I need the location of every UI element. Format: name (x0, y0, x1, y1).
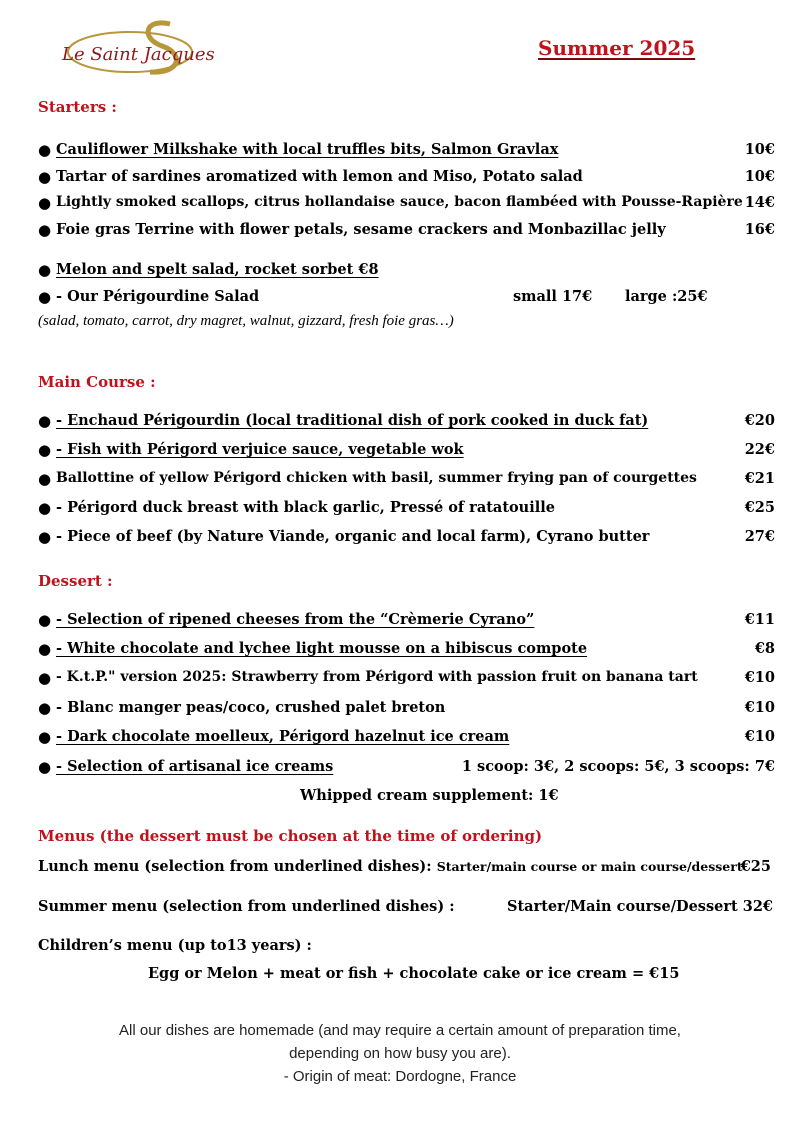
lunch-menu-price: €25 (740, 858, 771, 875)
dessert-item: ● - White chocolate and lychee light mousse on a hibiscus compote €8 (38, 640, 775, 658)
starters-heading: Starters : (38, 98, 117, 116)
summer-menu-label: Summer menu (selection from underlined dishes) : (38, 898, 455, 915)
main-item: ● - Enchaud Périgourdin (local traditional dish of pork cooked in duck fat) €20 (38, 412, 775, 430)
dessert-item: ● - Blanc manger peas/coco, crushed palet breton €10 (38, 699, 775, 717)
salad-description: (salad, tomato, carrot, dry magret, walnut, gizzard, fresh foie gras…) (38, 313, 454, 329)
footer-homemade-note: All our dishes are homemade (and may require a certain amount of preparation time, (119, 1022, 681, 1039)
restaurant-logo (50, 16, 285, 78)
logo-mark-icon (50, 16, 285, 78)
starter-item-perigourdine: ● - Our Périgourdine Salad small 17€ large :25€ (38, 288, 708, 306)
starter-item: ● Cauliflower Milkshake with local truffles bits, Salmon Gravlax 10€ (38, 141, 775, 159)
main-item: ● - Fish with Périgord verjuice sauce, vegetable wok 22€ (38, 441, 775, 459)
starter-item: ● Lightly smoked scallops, citrus hollandaise sauce, bacon flambéed with Pousse-Rapière 14€ (38, 194, 775, 212)
starter-item: ● Tartar of sardines aromatized with lemon and Miso, Potato salad 10€ (38, 168, 775, 186)
lunch-menu-label: Lunch menu (selection from underlined dishes): (38, 858, 432, 875)
dessert-heading: Dessert : (38, 572, 113, 590)
starter-item: ● Foie gras Terrine with flower petals, sesame crackers and Monbazillac jelly 16€ (38, 221, 775, 239)
children-menu-detail: Egg or Melon + meat or fish + chocolate cake or ice cream = €15 (148, 965, 680, 982)
main-item: ● - Piece of beef (by Nature Viande, organic and local farm), Cyrano butter 27€ (38, 528, 775, 546)
dessert-item: ● - K.t.P." version 2025: Strawberry from Périgord with passion fruit on banana tart €10 (38, 669, 775, 687)
lunch-menu (38, 858, 743, 875)
starter-item-melon: ● Melon and spelt salad, rocket sorbet €8 (38, 261, 379, 279)
dessert-item: ● - Selection of ripened cheeses from the “Crèmerie Cyrano” €11 (38, 611, 775, 629)
footer-meat-origin: - Origin of meat: Dordogne, France (283, 1068, 517, 1085)
dessert-item: ● - Selection of artisanal ice creams 1 scoop: 3€, 2 scoops: 5€, 3 scoops: 7€ (38, 758, 775, 776)
main-item: ● Ballottine of yellow Périgord chicken with basil, summer frying pan of courgettes €21 (38, 470, 775, 488)
menus-heading: Menus (the dessert must be chosen at the time of ordering) (38, 827, 543, 845)
footer-busy-note: depending on how busy you are). (289, 1045, 511, 1062)
main-course-heading: Main Course : (38, 373, 156, 391)
svg-text:Le Saint Jacques: Le Saint Jacques (62, 44, 215, 65)
lunch-menu-detail: Starter/main course or main course/dessert (436, 859, 743, 874)
summer-menu-detail: Starter/Main course/Dessert 32€ (507, 898, 773, 915)
dessert-item: ● - Dark chocolate moelleux, Périgord hazelnut ice cream €10 (38, 728, 775, 746)
children-menu-label: Children’s menu (up to13 years) : (38, 937, 312, 954)
whipped-cream-note: Whipped cream supplement: 1€ (300, 787, 559, 804)
main-item: ● - Périgord duck breast with black garlic, Pressé of ratatouille €25 (38, 499, 775, 517)
season-title: Summer 2025 (538, 36, 696, 60)
